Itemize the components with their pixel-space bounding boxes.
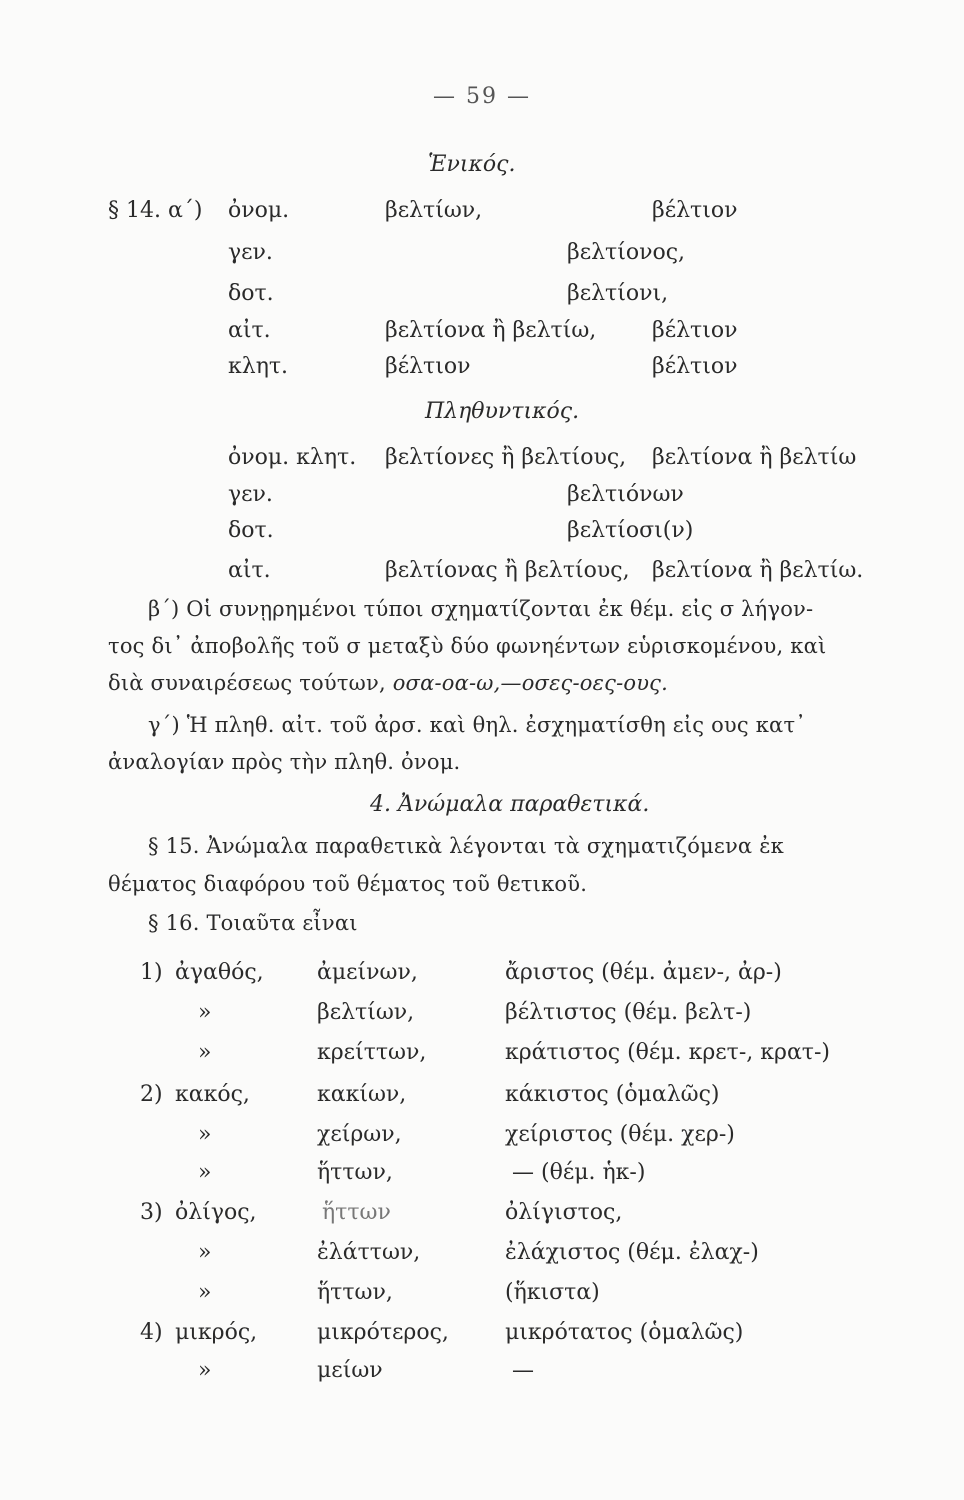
comparative-form: ἥττων, xyxy=(317,1160,393,1185)
plural-row xyxy=(0,518,964,552)
positive-form: » xyxy=(198,1040,212,1065)
item-number: 4) xyxy=(140,1320,163,1345)
positive-form: κακός, xyxy=(175,1082,250,1107)
superlative-form: κάκιστος (ὁμαλῶς) xyxy=(505,1082,720,1107)
superlative-form: μικρότατος (ὁμαλῶς) xyxy=(505,1320,744,1345)
para-16: § 16. Τοιαῦτα εἶναι xyxy=(148,911,358,935)
singular-heading: Ἑνικός. xyxy=(428,152,516,177)
form-common: βελτίονι, xyxy=(567,281,669,306)
comparative-form: χείρων, xyxy=(317,1122,402,1147)
irregular-row xyxy=(0,1280,964,1314)
form-masc-fem: βελτίονας ἢ βελτίους, xyxy=(385,558,630,583)
positive-form: » xyxy=(198,1160,212,1185)
form-masc-fem: βελτίων, xyxy=(385,198,483,223)
irregular-row xyxy=(0,960,964,994)
para-b-text: διὰ συναιρέσεως τούτων, xyxy=(108,671,386,695)
positive-form: » xyxy=(198,1122,212,1147)
singular-row xyxy=(0,318,964,352)
para-15-line: § 15. Ἀνώμαλα παραθετικὰ λέγονται τὰ σχηματιζόμενα ἐκ xyxy=(148,834,784,858)
comparative-form: μείων xyxy=(317,1358,383,1383)
case-label: δοτ. xyxy=(228,281,274,306)
positive-form: » xyxy=(198,1280,212,1305)
para-b-line: τος δι᾽ ἀποβολῆς τοῦ σ μεταξὺ δύο φωνηέντων εὑρισκομένου, καὶ xyxy=(108,634,827,658)
superlative-form: ἄριστος (θέμ. ἀμεν-, ἀρ-) xyxy=(505,960,782,985)
irregular-row xyxy=(0,1240,964,1274)
form-neut: βελτίονα ἢ βελτίω xyxy=(652,445,857,470)
comparative-form: βελτίων, xyxy=(317,1000,415,1025)
form-masc-fem: βελτίονες ἢ βελτίους, xyxy=(385,445,627,470)
case-label: γεν. xyxy=(228,240,273,265)
irregular-row xyxy=(0,1040,964,1074)
case-label: δοτ. xyxy=(228,518,274,543)
comparative-form: κρείττων, xyxy=(317,1040,427,1065)
form-common: βελτίοσι(ν) xyxy=(567,518,694,543)
irregular-row xyxy=(0,1200,964,1234)
comparative-form: ἥττων, xyxy=(317,1280,393,1305)
positive-form: » xyxy=(198,1358,212,1383)
superlative-form: χείριστος (θέμ. χερ-) xyxy=(505,1122,735,1147)
positive-form: ὀλίγος, xyxy=(175,1200,257,1225)
case-label: αἰτ. xyxy=(228,558,271,583)
para-c-line: ἀναλογίαν πρὸς τὴν πληθ. ὀνομ. xyxy=(108,750,461,774)
superlative-form: ἐλάχιστος (θέμ. ἐλαχ-) xyxy=(505,1240,759,1265)
section-14-mark: § 14. α΄) xyxy=(108,198,203,223)
para-b-line: β΄) Οἱ συνῃρημένοι τύποι σχηματίζονται ἐκ θέμ. εἰς σ λήγον- xyxy=(148,597,814,621)
case-label: ὀνομ. κλητ. xyxy=(228,445,357,470)
comparative-form: κακίων, xyxy=(317,1082,407,1107)
case-label: γεν. xyxy=(228,482,273,507)
irregular-row xyxy=(0,1082,964,1116)
superlative-form: (ἥκιστα) xyxy=(505,1280,600,1305)
para-b-line xyxy=(108,671,668,695)
form-neut: βελτίονα ἢ βελτίω. xyxy=(652,558,864,583)
singular-row xyxy=(0,281,964,315)
superlative-form: — (θέμ. ἡκ-) xyxy=(512,1160,646,1185)
irregular-row xyxy=(0,1000,964,1034)
plural-row xyxy=(0,482,964,516)
case-label: κλητ. xyxy=(228,354,289,379)
positive-form: μικρός, xyxy=(175,1320,258,1345)
form-common: βελτιόνων xyxy=(567,482,684,507)
superlative-form: ὀλίγιστος, xyxy=(505,1200,623,1225)
superlative-form: βέλτιστος (θέμ. βελτ-) xyxy=(505,1000,752,1025)
positive-form: » xyxy=(198,1000,212,1025)
para-b-contraction: οσα-οα-ω,—οσες-οες-ους. xyxy=(392,671,669,695)
plural-row xyxy=(0,445,964,479)
section-4-title: 4. Ἀνώμαλα παραθετικά. xyxy=(370,792,650,817)
superlative-form: κράτιστος (θέμ. κρετ-, κρατ-) xyxy=(505,1040,830,1065)
form-neut: βέλτιον xyxy=(652,318,738,343)
singular-row xyxy=(0,198,964,232)
item-number: 1) xyxy=(140,960,163,985)
comparative-form: ἐλάττων, xyxy=(317,1240,421,1265)
plural-heading: Πληθυντικός. xyxy=(425,399,580,424)
singular-row xyxy=(0,240,964,274)
form-common: βελτίονος, xyxy=(567,240,686,265)
positive-form: ἀγαθός, xyxy=(175,960,264,985)
case-label: αἰτ. xyxy=(228,318,271,343)
para-15-line: θέματος διαφόρου τοῦ θέματος τοῦ θετικοῦ. xyxy=(108,872,588,896)
singular-row xyxy=(0,354,964,388)
form-masc-fem: βέλτιον xyxy=(385,354,471,379)
comparative-form: ἀμείνων, xyxy=(317,960,418,985)
page-number: — 59 — xyxy=(433,84,531,109)
superlative-form: — xyxy=(512,1358,534,1383)
positive-form: » xyxy=(198,1240,212,1265)
plural-row xyxy=(0,558,964,592)
irregular-row xyxy=(0,1160,964,1194)
comparative-form: ἥττων xyxy=(322,1200,391,1225)
irregular-row xyxy=(0,1320,964,1354)
item-number: 2) xyxy=(140,1082,163,1107)
form-neut: βέλτιον xyxy=(652,198,738,223)
case-label: ὀνομ. xyxy=(228,198,290,223)
irregular-row xyxy=(0,1358,964,1392)
item-number: 3) xyxy=(140,1200,163,1225)
para-c-line: γ΄) Ἡ πληθ. αἰτ. τοῦ ἀρσ. καὶ θηλ. ἐσχηματίσθη εἰς ους κατ᾽ xyxy=(148,713,806,737)
irregular-row xyxy=(0,1122,964,1156)
comparative-form: μικρότερος, xyxy=(317,1320,449,1345)
form-masc-fem: βελτίονα ἢ βελτίω, xyxy=(385,318,597,343)
form-neut: βέλτιον xyxy=(652,354,738,379)
